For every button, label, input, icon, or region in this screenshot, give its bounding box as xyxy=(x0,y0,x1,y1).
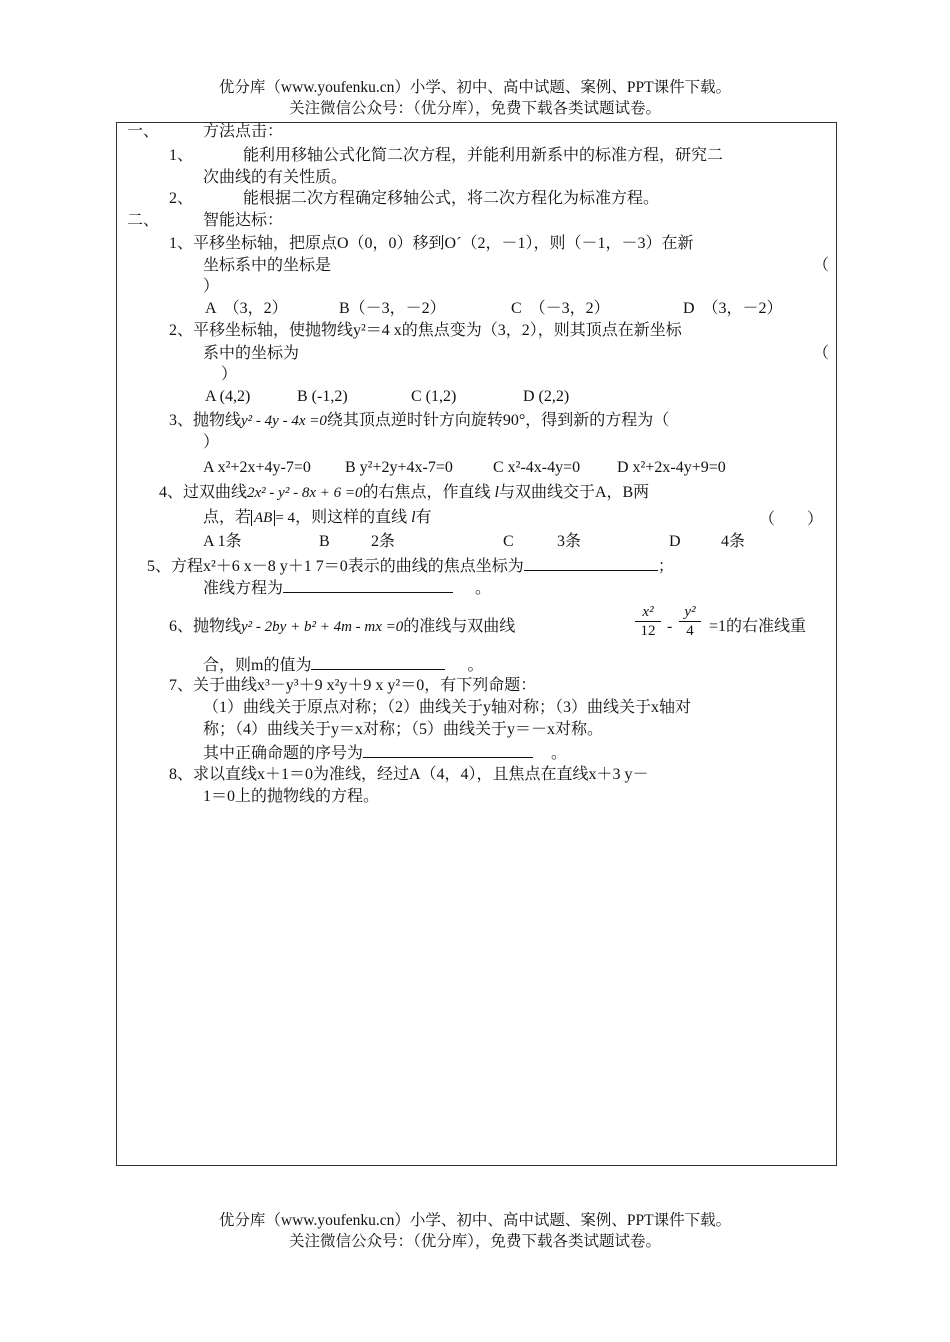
q5-line1 xyxy=(147,554,674,578)
q8-line2: 1＝0上的抛物线的方程。 xyxy=(203,788,380,805)
q6-frac1-num: x² xyxy=(642,604,654,620)
q3-option-d: D x²+2x-4y+9=0 xyxy=(617,459,726,476)
q4-line2-a: 点，若 xyxy=(203,509,252,526)
q5-line2 xyxy=(203,576,491,600)
q6-equation: y² - 2by + b² + 4m - mx =0 xyxy=(241,619,404,635)
page-footer xyxy=(0,1210,950,1252)
q6-frac1-den: 12 xyxy=(635,621,661,640)
q6-frac2-num: y² xyxy=(684,604,696,620)
q6-mid: 的准线与双曲线 xyxy=(403,618,516,635)
q1-option-b: B（－3，－2） xyxy=(339,300,446,317)
q1-line1: 1、平移坐标轴，把原点O（0，0）移到O´（2，－1），则（－1，－3）在新 xyxy=(169,235,694,252)
q4-line-var-2: l xyxy=(411,509,416,526)
q7-line4-text: 其中正确命题的序号为 xyxy=(203,745,364,762)
q6-end: 。 xyxy=(467,657,484,674)
q5-focus-blank xyxy=(524,554,658,571)
q2-option-a: A (4,2) xyxy=(205,388,251,405)
q1-paren-close: ） xyxy=(203,278,220,295)
q6-fraction-y xyxy=(679,603,701,640)
q3-option-a: A x²+2x+4y-7=0 xyxy=(203,459,311,476)
q4-line1 xyxy=(159,482,649,504)
footer-line-2: 关注微信公众号：（优分库），免费下载各类试题试卷。 xyxy=(288,1233,661,1250)
q1-option-a: A （3，2） xyxy=(205,300,288,317)
section1-number: 一、 xyxy=(127,123,160,140)
section1-item2-text: 能根据二次方程确定移轴公式，将二次方程化为标准方程。 xyxy=(243,190,660,207)
header-line-2: 关注微信公众号：（优分库），免费下载各类试题试卷。 xyxy=(288,100,661,117)
worksheet-frame xyxy=(116,122,837,1166)
section1-item1-line2: 次曲线的有关性质。 xyxy=(203,169,348,186)
q2-option-d: D (2,2) xyxy=(523,388,570,405)
section1-item2-number: 2、 xyxy=(169,190,194,207)
q8-line1: 8、求以直线x＋1＝0为准线，经过A（4，4），且焦点在直线x＋3 y－ xyxy=(169,766,649,783)
q3-line1 xyxy=(169,410,669,432)
q5-end: 。 xyxy=(475,580,492,597)
q4-answer-paren: （ ） xyxy=(759,511,824,528)
q6-line1 xyxy=(169,616,515,638)
q4-line2 xyxy=(203,507,432,529)
footer-line-1: 优分库（www.youfenku.cn）小学、初中、高中试题、案例、PPT课件下载。 xyxy=(218,1212,732,1229)
q5-text: 5、方程x²＋6 x－8 y＋1 7＝0表示的曲线的焦点坐标为 xyxy=(147,558,524,575)
q4-equation: 2x² - y² - 8x + 6 =0 xyxy=(247,485,363,501)
q6-line2 xyxy=(203,653,483,677)
q7-line2: （1）曲线关于原点对称；（2）曲线关于y轴对称；（3）曲线关于x轴对 xyxy=(203,699,692,716)
q7-answer-blank xyxy=(363,741,533,758)
section2-title: 智能达标： xyxy=(203,212,284,229)
q6-suffix: =1的右准线重 xyxy=(709,618,807,635)
page-header xyxy=(0,77,950,119)
q3-suffix: 绕其顶点逆时针方向旋转90°，得到新的方程为（ xyxy=(326,412,670,429)
q1-option-c: C （－3，2） xyxy=(511,300,610,317)
q6-line2-text: 合，则m的值为 xyxy=(203,657,312,674)
q4-option-c-text: 3条 xyxy=(557,533,582,550)
header-line-1: 优分库（www.youfenku.cn）小学、初中、高中试题、案例、PPT课件下载。 xyxy=(218,79,732,96)
q4-option-d-text: 4条 xyxy=(721,533,746,550)
q4-line2-b: ，则这样的直线 xyxy=(295,509,408,526)
q2-line2: 系中的坐标为 xyxy=(203,345,300,362)
q2-paren-close: ） xyxy=(221,366,238,383)
section2-number: 二、 xyxy=(127,212,160,229)
q2-option-c: C (1,2) xyxy=(411,388,457,405)
q4-suffix1: 的右焦点，作直线 xyxy=(362,484,491,501)
q5-line2-text: 准线方程为 xyxy=(203,580,284,597)
q1-paren-open: （ xyxy=(813,257,830,274)
q3-paren-close: ） xyxy=(203,434,220,451)
q7-line3: 称；（4）曲线关于y＝x对称；（5）曲线关于y＝－x对称。 xyxy=(203,721,604,738)
q4-prefix: 4、过双曲线 xyxy=(159,484,248,501)
q4-suffix2: 与双曲线交于A，B两 xyxy=(498,484,650,501)
q4-line-var: l xyxy=(494,484,499,501)
q6-frac2-den: 4 xyxy=(679,621,701,640)
section1-title: 方法点击： xyxy=(203,123,284,140)
q7-line4 xyxy=(203,741,567,765)
q4-line2-c: 有 xyxy=(415,509,432,526)
q4-eq4: = 4 xyxy=(275,510,296,526)
q3-option-b: B y²+2y+4x-7=0 xyxy=(345,459,453,476)
q2-line1: 2、平移坐标轴，使抛物线y²＝4 x的焦点变为（3，2），则其顶点在新坐标 xyxy=(169,322,682,339)
q4-option-b: B xyxy=(319,533,330,550)
q5-directrix-blank xyxy=(283,576,453,593)
q6-m-blank xyxy=(311,653,445,670)
q7-end: 。 xyxy=(551,745,568,762)
section1-item1-number: 1、 xyxy=(169,147,194,164)
q3-equation: y² - 4y - 4x =0 xyxy=(241,413,327,429)
q4-abs-ab: AB xyxy=(251,510,275,526)
section1-item1-line1: 能利用移轴公式化简二次方程，并能利用新系中的标准方程，研究二 xyxy=(243,147,724,164)
q6-prefix: 6、抛物线 xyxy=(169,618,242,635)
q3-option-c: C x²-4x-4y=0 xyxy=(493,459,581,476)
q1-line2: 坐标系中的坐标是 xyxy=(203,257,332,274)
q4-option-a: A 1条 xyxy=(203,533,242,550)
q6-fraction-x xyxy=(635,603,661,640)
q7-line1: 7、关于曲线x³－y³＋9 x²y＋9 x y²＝0，有下列命题： xyxy=(169,677,537,694)
q4-option-b-text: 2条 xyxy=(371,533,396,550)
q4-option-d: D xyxy=(669,533,681,550)
q5-sep: ； xyxy=(657,558,674,575)
q2-paren-open: （ xyxy=(813,345,830,362)
q2-option-b: B (-1,2) xyxy=(297,388,348,405)
q1-option-d: D （3，－2） xyxy=(683,300,783,317)
q4-option-c: C xyxy=(503,533,514,550)
q6-minus: - xyxy=(667,618,673,635)
q3-prefix: 3、抛物线 xyxy=(169,412,242,429)
